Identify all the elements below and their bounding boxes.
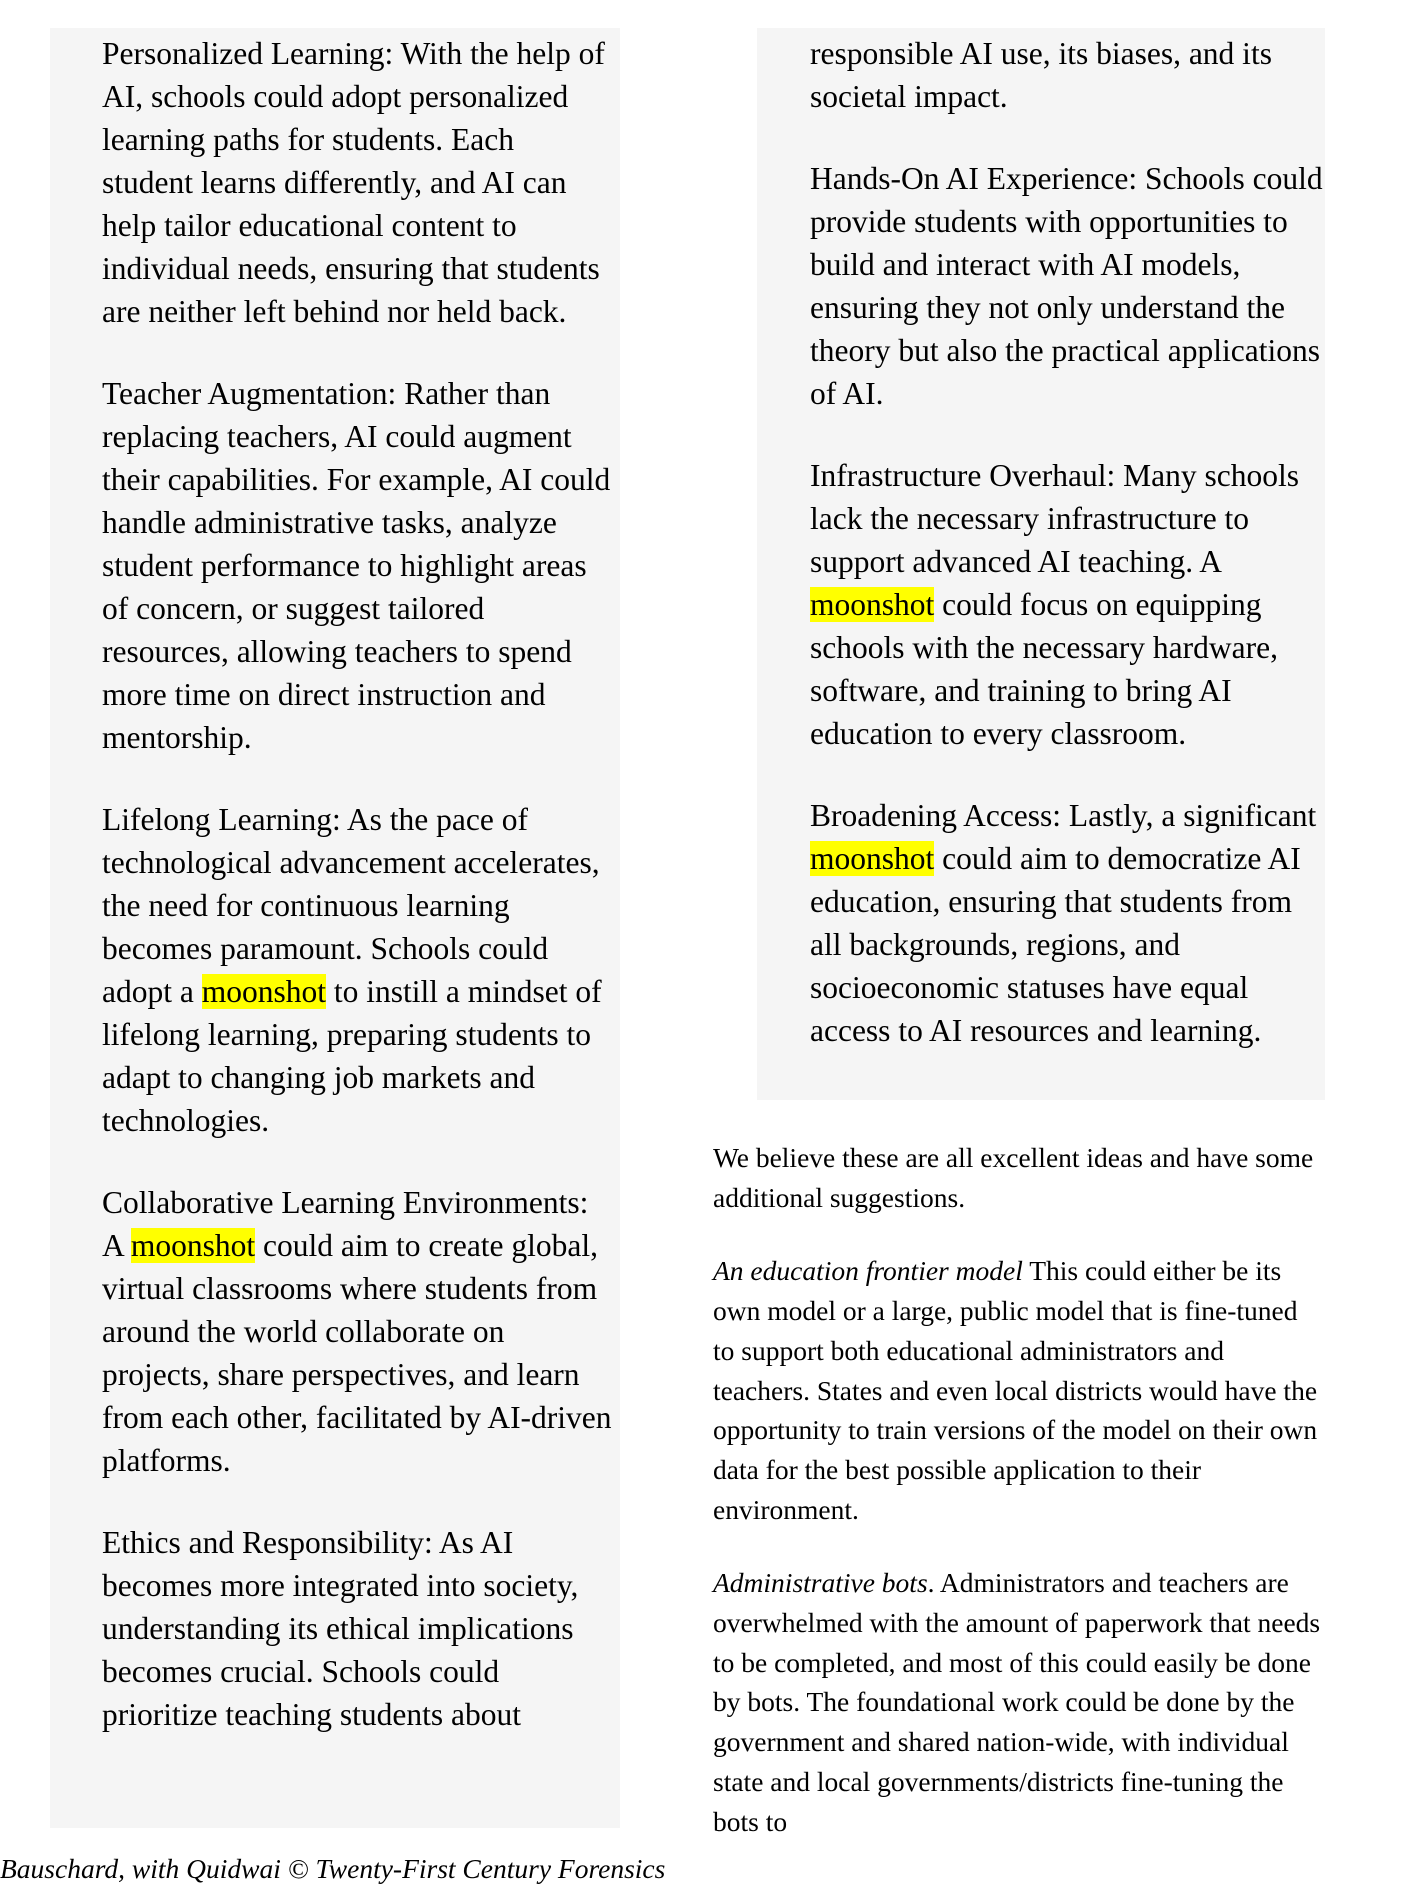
search-highlight: moonshot [201,974,326,1009]
quote-paragraph-ethics: Ethics and Responsibility: As AI becomes more integrated into society, understanding its ethical implications becomes crucial. Schools could prioritize teaching students about [102,1525,579,1732]
search-highlight: moonshot [130,1228,256,1263]
body-paragraph-intro: We believe these are all excellent ideas and have some additional suggestions. [713,1142,1314,1213]
quote-paragraph-hands-on: Hands-On AI Experience: Schools could provide students with opportunities to build and interact with AI models, ensuring they not only understand the theory but also the practical applications of AI. [810,161,1323,411]
right-quote-box [757,28,1325,1100]
quote-paragraph-collaborative-learning: Collaborative Learning Environments: A moonshot could aim to create global, virtual classrooms where students from around the world collaborate on projects, share perspectives, and learn from each other, facilitated by AI-driven platforms. [102,1185,612,1478]
quote-paragraph-personalized-learning: Personalized Learning: With the help of AI, schools could adopt personalized learning paths for students. Each student learns differently, and AI can help tailor educational content to individual needs, ensuring that students are neither left behind nor held back. [102,36,605,329]
left-quote-box [50,28,620,1828]
quote-paragraph-teacher-augmentation: Teacher Augmentation: Rather than replacing teachers, AI could augment their capabilities. For example, AI could handle administrative tasks, analyze student performance to highlight areas of concern, or suggest tailored resources, allowing teachers to spend more time on direct instruction and mentorship. [102,376,611,755]
body-paragraph-administrative-bots: Administrative bots. Administrators and teachers are overwhelmed with the amount of paperwork that needs to be completed, and most of this could easily be done by bots. The foundational work could be done by the government and shared nation-wide, with individual state and local governments/districts fine-tuning the bots to [713,1567,1321,1837]
administrative-bots-heading: Administrative bots [713,1567,928,1599]
body-text [713,1138,1325,1875]
search-highlight: moonshot [810,841,935,876]
body-paragraph-frontier-model: An education frontier model This could either be its own model or a large, public model that is fine-tuned to support both educational administrators and teachers. States and even local districts would have the opportunity to train versions of the model on their own data for the best possible application to their environment. [713,1255,1318,1525]
frontier-model-heading: An education frontier model [713,1255,1023,1287]
quote-paragraph-broadening-access: Broadening Access: Lastly, a significant moonshot could aim to democratize AI education, ensuring that students from all backgrounds, regions, and socioeconomic statuses have equal access to AI resources and learning. [810,798,1317,1048]
search-highlight: moonshot [810,587,935,622]
quote-paragraph-lifelong-learning: Lifelong Learning: As the pace of technological advancement accelerates, the need for continuous learning becomes paramount. Schools could adopt a moonshot to instill a mindset of lifelong learning, preparing students to adapt to changing job markets and technologies. [102,802,602,1138]
quote-paragraph-infrastructure: Infrastructure Overhaul: Many schools lack the necessary infrastructure to support advanced AI teaching. A moonshot could focus on equipping schools with the necessary hardware, software, and training to bring AI education to every classroom. [810,458,1299,751]
quote-paragraph-ethics-continued: responsible AI use, its biases, and its societal impact. [810,36,1272,114]
page-footer: Bauschard, with Quidwai © Twenty-First Century Forensics [0,1853,666,1884]
